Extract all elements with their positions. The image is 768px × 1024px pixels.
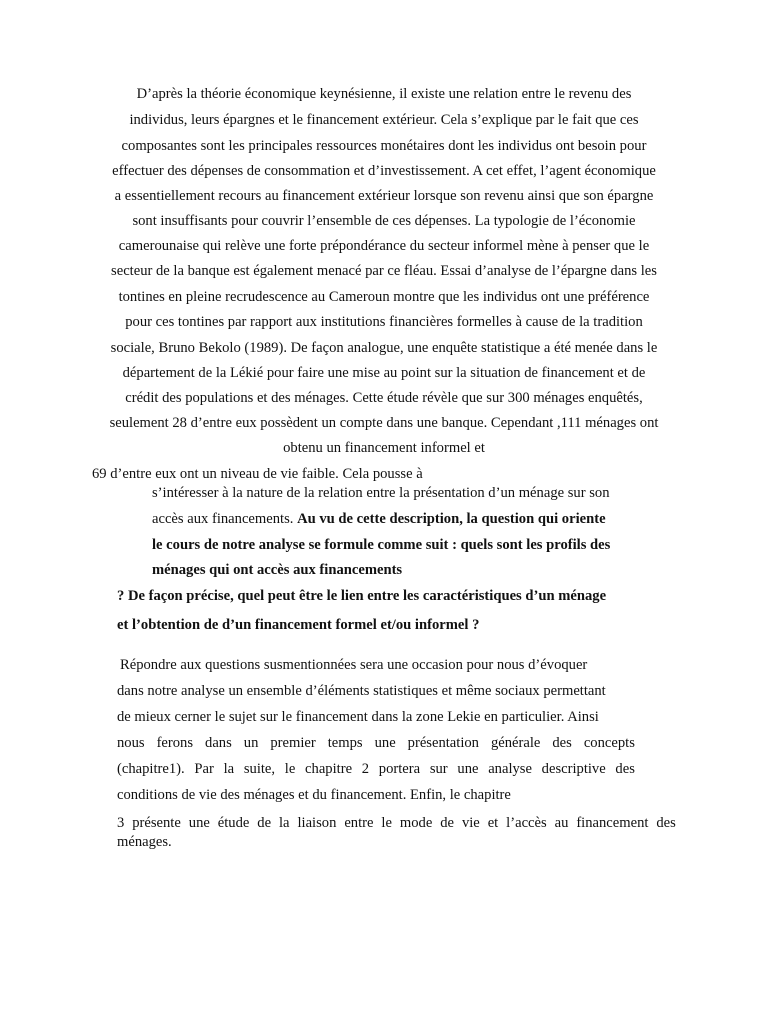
word: une bbox=[374, 735, 396, 751]
word: de bbox=[440, 815, 455, 831]
word: financement bbox=[576, 815, 649, 831]
word: présentation bbox=[407, 735, 479, 751]
word: et bbox=[487, 815, 499, 831]
word: une bbox=[188, 815, 210, 831]
word: générale bbox=[490, 735, 541, 751]
word: liaison bbox=[297, 815, 337, 831]
word: temps bbox=[327, 735, 363, 751]
research-question-line: ? De façon précise, quel peut être le lien entre les caractéristiques d’un ménage bbox=[117, 588, 607, 604]
bold-text-line: le cours de notre analyse se formule comme suit : quels sont les profils des bbox=[152, 537, 611, 553]
word: (chapitre1). bbox=[117, 761, 185, 777]
word: de bbox=[257, 815, 272, 831]
word: des bbox=[615, 761, 635, 777]
word: un bbox=[243, 735, 259, 751]
text-line: effectuer des dépenses de consommation et d’investissement. A cet effet, l’agent économique bbox=[112, 163, 656, 179]
text-line: individus, leurs épargnes et le financement extérieur. Cela s’explique par le fait que ces bbox=[129, 112, 639, 128]
text-line: de mieux cerner le sujet sur le financement dans la zone Lekie en particulier. Ainsi bbox=[117, 709, 599, 725]
research-question-line: et l’obtention de d’un financement formel et/ou informel ? bbox=[117, 617, 480, 633]
word: la bbox=[223, 761, 235, 777]
text-line: 69 d’entre eux ont un niveau de vie faible. Cela pousse à bbox=[92, 466, 423, 482]
text-line: composantes sont les principales ressources monétaires dont les individus ont besoin pour bbox=[121, 138, 647, 154]
word: concepts bbox=[583, 735, 635, 751]
text-line: pour ces tontines par rapport aux institutions financières formelles à cause de la tradition bbox=[125, 314, 643, 330]
word: le bbox=[381, 815, 392, 831]
word: l’accès bbox=[506, 815, 547, 831]
text-line: seulement 28 d’entre eux possèdent un compte dans une banque. Cependant ,111 ménages ont bbox=[109, 415, 659, 431]
text-line: département de la Lékié pour faire une mise au point sur la situation de financement et de bbox=[122, 365, 646, 381]
word: ferons bbox=[156, 735, 194, 751]
text-line: obtenu un financement informel et bbox=[283, 440, 485, 456]
bold-text-line: ménages qui ont accès aux financements bbox=[152, 562, 403, 578]
word: étude bbox=[217, 815, 250, 831]
word: une bbox=[457, 761, 479, 777]
text-line: crédit des populations et des ménages. Cette étude révèle que sur 300 ménages enquêtés, bbox=[125, 390, 643, 406]
word: entre bbox=[344, 815, 374, 831]
word: nous bbox=[117, 735, 145, 751]
justified-text-line bbox=[117, 760, 635, 778]
word: chapitre bbox=[305, 761, 353, 777]
word: portera bbox=[378, 761, 421, 777]
text-line: camerounaise qui relève une forte prépondérance du secteur informel mène à penser que le bbox=[118, 238, 650, 254]
word: mode bbox=[399, 815, 433, 831]
word: analyse bbox=[488, 761, 532, 777]
word: Par bbox=[194, 761, 214, 777]
text-line: ménages. bbox=[117, 834, 172, 850]
text-line: sont insuffisants pour couvrir l’ensemble de ces dépenses. La typologie de l’économie bbox=[132, 213, 636, 229]
word: descriptive bbox=[541, 761, 606, 777]
word: des bbox=[656, 815, 676, 831]
word: premier bbox=[270, 735, 316, 751]
word: vie bbox=[461, 815, 480, 831]
word: 2 bbox=[361, 761, 370, 777]
text-line: sociale, Bruno Bekolo (1989). De façon analogue, une enquête statistique a été menée dans le bbox=[110, 340, 658, 356]
text-line bbox=[152, 510, 606, 528]
word: la bbox=[279, 815, 290, 831]
text-line: dans notre analyse un ensemble d’éléments statistiques et même sociaux permettant bbox=[117, 683, 606, 699]
word: présente bbox=[132, 815, 181, 831]
text-line: Répondre aux questions susmentionnées sera une occasion pour nous d’évoquer bbox=[120, 657, 588, 673]
word: suite, bbox=[243, 761, 276, 777]
word: au bbox=[554, 815, 569, 831]
text-line: conditions de vie des ménages et du financement. Enfin, le chapitre bbox=[117, 787, 511, 803]
justified-text-line bbox=[117, 734, 635, 752]
text-run: accès aux financements. bbox=[152, 511, 298, 527]
text-line: D’après la théorie économique keynésienne, il existe une relation entre le revenu des bbox=[136, 86, 632, 102]
word: dans bbox=[205, 735, 232, 751]
text-line: secteur de la banque est également menacé par ce fléau. Essai d’analyse de l’épargne dans les bbox=[111, 263, 657, 279]
word: 3 bbox=[117, 815, 125, 831]
justified-text-line bbox=[117, 814, 676, 832]
text-line: a essentiellement recours au financement extérieur lorsque son revenu ainsi que son épargne bbox=[114, 188, 654, 204]
text-line: tontines en pleine recrudescence au Cameroun montre que les individus ont une préférence bbox=[118, 289, 650, 305]
text-line: s’intéresser à la nature de la relation entre la présentation d’un ménage sur son bbox=[152, 485, 610, 501]
word: sur bbox=[429, 761, 448, 777]
bold-text-run: Au vu de cette description, la question qui oriente bbox=[297, 511, 606, 527]
word: des bbox=[552, 735, 572, 751]
word: le bbox=[284, 761, 296, 777]
